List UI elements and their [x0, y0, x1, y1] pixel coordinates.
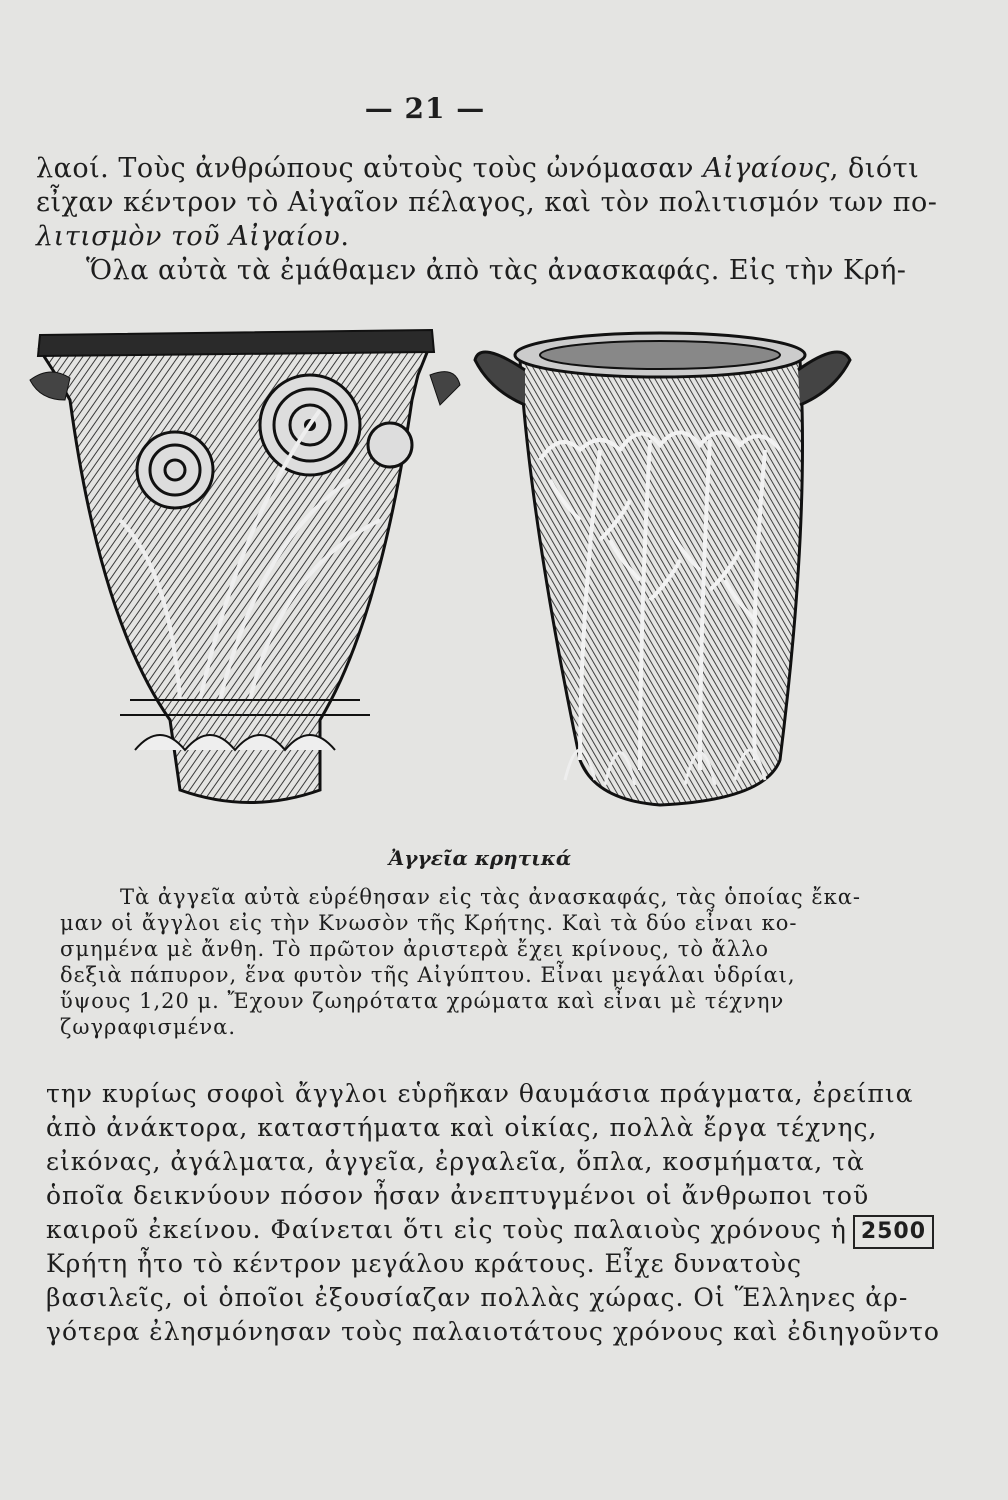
body-line: καιροῦ ἐκείνου. Φαίνεται ὅτι εἰς τοὺς παλαιοὺς χρόνους ἡ 2500 [46, 1213, 866, 1247]
caption-line: Τὰ ἀγγεῖα αὐτὰ εὑρέθησαν εἰς τὰς ἀνασκαφάς, τὰς ὁποίας ἔκα- [120, 885, 861, 909]
body-line: την κυρίως σοφοὶ ἄγγλοι εὑρῆκαν θαυμάσια πράγματα, ἐρείπια [46, 1079, 914, 1108]
body-line: ἀπὸ ἀνάκτορα, καταστήματα καὶ οἰκίας, πολλὰ ἔργα τέχνης, [46, 1113, 878, 1142]
intro-line-2: εἶχαν κέντρον τὸ Αἰγαῖον πέλαγος, καὶ τὸν πολιτισμόν των πο- [36, 187, 938, 218]
right-vase-drawing [475, 333, 850, 805]
intro-line-1: λαοί. Τοὺς ἀνθρώπους αὐτοὺς τοὺς ὠνόμασαν Αἰγαίους, διότι [36, 153, 920, 184]
caption-line: ὕψους 1,20 μ. Ἔχουν ζωηρότατα χρώματα καὶ εἶναι μὲ τέχνην [60, 989, 785, 1013]
page-number: — 21 — [364, 92, 486, 125]
body-paragraph [46, 1077, 940, 1349]
caption-line: μαν οἱ ἄγγλοι εἰς τὴν Κνωσὸν τῆς Κρήτης. Καὶ τὰ δύο εἶναι κο- [60, 911, 798, 935]
body-line: βασιλεῖς, οἱ ὁποῖοι ἐξουσίαζαν πολλὰς χώρας. Οἱ Ἕλληνες ἀρ- [46, 1283, 909, 1312]
intro-paragraph [36, 152, 938, 288]
cretan-vases-illustration [20, 320, 880, 820]
body-line: ὁποῖα δεικνύουν πόσον ἦσαν ἀνεπτυγμένοι οἱ ἄνθρωποι τοῦ [46, 1181, 870, 1210]
intro-line-3: λιτισμὸν τοῦ Αἰγαίου. [36, 221, 350, 252]
caption-line: σμημένα μὲ ἄνθη. Τὸ πρῶτον ἀριστερὰ ἔχει κρίνους, τὸ ἄλλο [60, 937, 770, 961]
body-line: Κρήτη ἦτο τὸ κέντρον μεγάλου κράτους. Εἶχε δυνατοὺς [46, 1249, 802, 1278]
body-line: γότερα ἐλησμόνησαν τοὺς παλαιοτάτους χρόνους καὶ ἐδιηγοῦντο [46, 1317, 940, 1346]
caption-line: δεξιὰ πάπυρον, ἕνα φυτὸν τῆς Αἰγύπτου. Εἶναι μεγάλαι ὑδρίαι, [60, 963, 796, 987]
figure-caption-title: Ἀγγεῖα κρητικά [388, 846, 572, 870]
body-line: εἰκόνας, ἀγάλματα, ἀγγεῖα, ἐργαλεῖα, ὅπλα, κοσμήματα, τὰ [46, 1147, 865, 1176]
left-vase-drawing [30, 330, 460, 803]
figure-caption-text [60, 884, 860, 1040]
caption-line: ζωγραφισμένα. [60, 1015, 237, 1039]
year-marginal-note: 2500 [853, 1215, 934, 1249]
intro-line-4: Ὅλα αὐτὰ τὰ ἐμάθαμεν ἀπὸ τὰς ἀνασκαφάς. Εἰς τὴν Κρή- [86, 255, 907, 286]
